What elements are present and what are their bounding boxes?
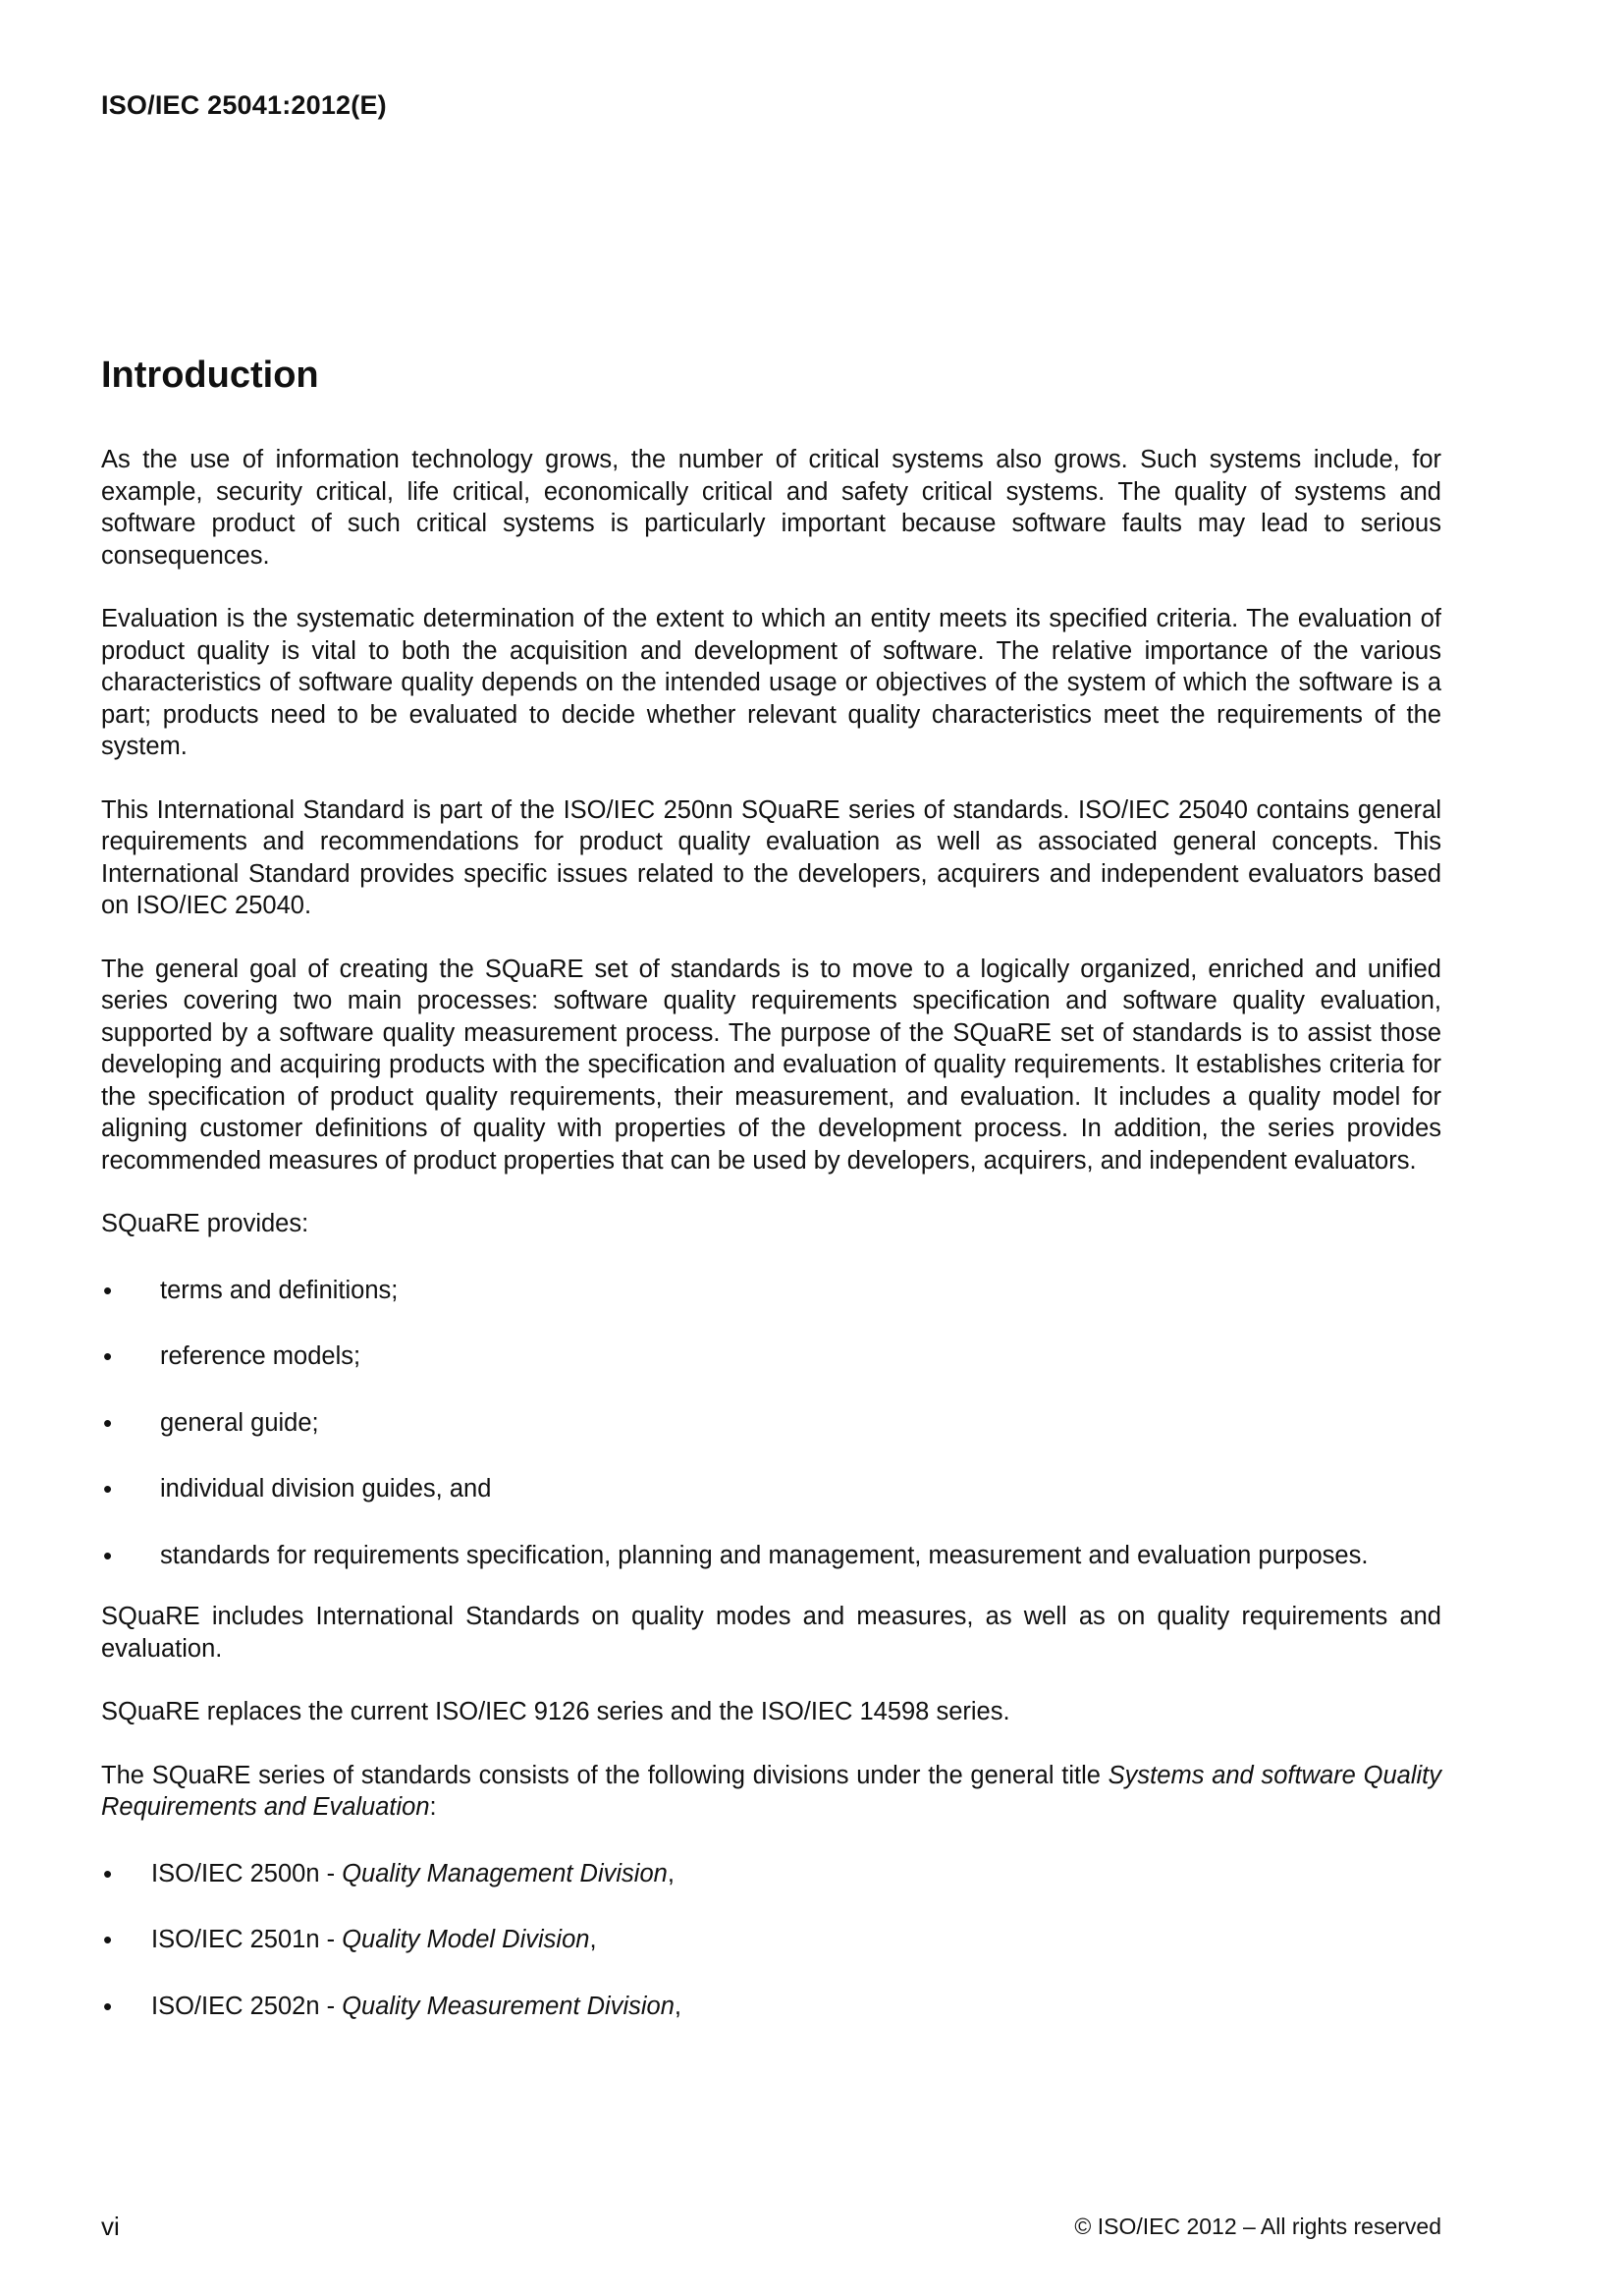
bullet-icon: • [103,1991,113,2021]
bullet-icon: • [103,1341,113,1371]
square-provides-list [101,1275,1441,1572]
page-number: vi [101,2212,120,2241]
paragraph-divisions-intro: The SQuaRE series of standards consists of the following divisions under the general title Systems and software Quality Requirements and Evaluation: [101,1761,1441,1821]
bullet-icon: • [103,1858,113,1888]
paragraph-square-replaces: SQuaRE replaces the current ISO/IEC 9126 series and the ISO/IEC 14598 series. [101,1698,1010,1725]
list-item: • terms and definitions; [103,1275,399,1305]
section-title: Introduction [101,355,319,396]
document-id-header: ISO/IEC 25041:2012(E) [101,90,387,120]
document-body [101,354,1441,2056]
paragraph-evaluation: Evaluation is the systematic determination of the extent to which an entity meets its specified criteria. The evaluation of product quality is vital to both the acquisition and development of software. The relative importance of the various characteristics of software quality depends on the intended usage or objectives of the system of which the software is a part; products need to be evaluated to decide whether relevant quality characteristics meet the requirements of the system. [101,605,1441,760]
general-title: Systems and software Quality Requirements and Evaluation [101,1761,1441,1821]
bullet-icon: • [103,1474,113,1503]
list-item: • ISO/IEC 2501n - Quality Model Division, [103,1925,597,1954]
list-item: • general guide; [103,1407,319,1438]
bullet-icon: • [103,1275,113,1305]
list-item: • reference models; [103,1341,361,1371]
paragraph-square-includes: SQuaRE includes International Standards on quality modes and measures, as well as on quality requirements and evaluation. [101,1603,1441,1663]
bullet-icon: • [103,1925,113,1954]
bullet-icon: • [103,1407,113,1438]
copyright-notice: © ISO/IEC 2012 – All rights reserved [1074,2214,1441,2239]
list-item: • individual division guides, and [103,1474,492,1503]
list-item: • ISO/IEC 2502n - Quality Measurement Division, [103,1991,681,2021]
bullet-icon: • [103,1540,113,1570]
paragraph-square-goal: The general goal of creating the SQuaRE set of standards is to move to a logically organized, enriched and unified series covering two main processes: software quality requirements specification and software quality evaluation, supported by a software quality measurement process. The purpose of the SQuaRE set of standards is to assist those developing and acquiring products with the specification and evaluation of quality requirements. It establishes criteria for the specification of product quality requirements, their measurement, and evaluation. It includes a quality model for aligning customer definitions of quality with properties of the development process. In addition, the series provides recommended measures of product properties that can be used by developers, acquirers, and independent evaluators. [101,955,1441,1175]
list-item: • standards for requirements specification, planning and management, measurement and evaluation purposes. [103,1540,1369,1570]
paragraph-square-provides: SQuaRE provides: [101,1210,309,1237]
paragraph-critical-systems: As the use of information technology grows, the number of critical systems also grows. Such systems include, for example, security critical, life critical, economically critical and safety critical systems. The quality of systems and software product of such critical systems is particularly important because software faults may lead to serious consequences. [101,446,1441,570]
paragraph-international-standard: This International Standard is part of the ISO/IEC 250nn SQuaRE series of standards. ISO/IEC 25040 contains general requirements and recommendations for product quality evaluation as well as associated general concepts. This International Standard provides specific issues related to the developers, acquirers and independent evaluators based on ISO/IEC 25040. [101,795,1441,919]
divisions-list [101,1858,1441,2023]
list-item: • ISO/IEC 2500n - Quality Management Division, [103,1858,675,1888]
